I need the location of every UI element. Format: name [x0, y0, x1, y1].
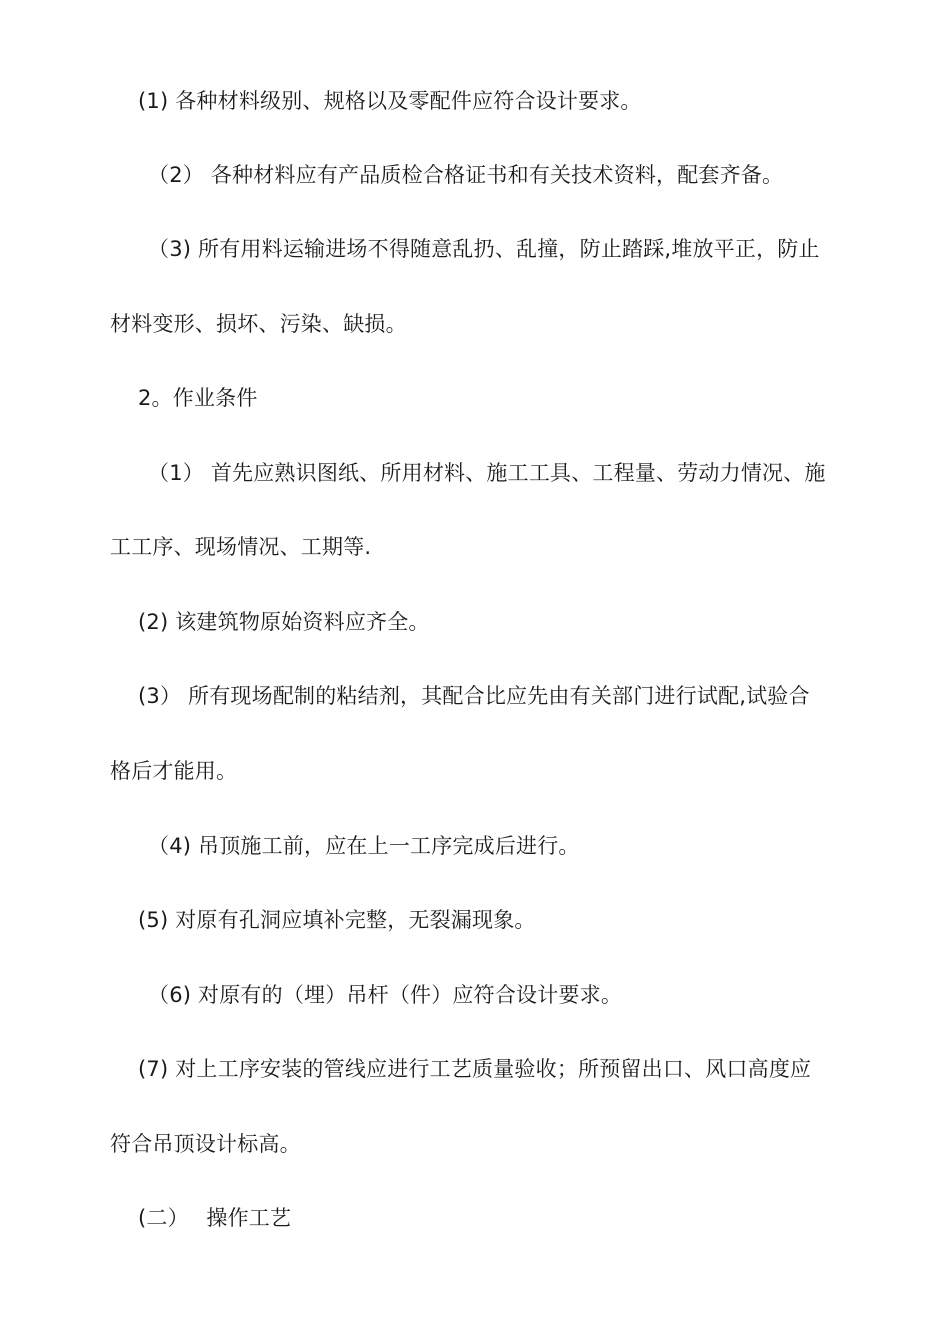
section-heading-operation-process: (二） 操作工艺: [138, 1206, 292, 1230]
paragraph-adhesive-mix-cont: 格后才能用。: [110, 759, 238, 783]
paragraph-fill-holes: (5) 对原有孔洞应填补完整，无裂漏现象。: [138, 908, 536, 932]
paragraph-read-drawings: （1） 首先应熟识图纸、所用材料、施工工具、工程量、劳动力情况、施: [148, 461, 826, 485]
paragraph-material-transport-cont: 材料变形、损坏、污染、缺损。: [110, 312, 407, 336]
paragraph-read-drawings-cont: 工工序、现场情况、工期等.: [110, 535, 372, 559]
paragraph-pipeline-acceptance-cont: 符合吊顶设计标高。: [110, 1132, 301, 1156]
paragraph-original-documents: (2) 该建筑物原始资料应齐全。: [138, 610, 430, 634]
paragraph-ceiling-timing: （4) 吊顶施工前，应在上一工序完成后进行。: [148, 834, 580, 858]
paragraph-material-transport: （3) 所有用料运输进场不得随意乱扔、乱撞，防止踏踩,堆放平正，防止: [148, 237, 820, 261]
paragraph-material-grade: (1) 各种材料级别、规格以及零配件应符合设计要求。: [138, 89, 642, 113]
paragraph-pipeline-acceptance: (7) 对上工序安装的管线应进行工艺质量验收；所预留出口、风口高度应: [138, 1057, 812, 1081]
paragraph-adhesive-mix: (3） 所有现场配制的粘结剂，其配合比应先由有关部门进行试配,试验合: [138, 684, 810, 708]
paragraph-material-certificates: （2） 各种材料应有产品质检合格证书和有关技术资料，配套齐备。: [148, 163, 784, 187]
paragraph-hanger-rods: （6) 对原有的（埋）吊杆（件）应符合设计要求。: [148, 983, 623, 1007]
section-heading-work-conditions: 2。作业条件: [138, 386, 258, 410]
